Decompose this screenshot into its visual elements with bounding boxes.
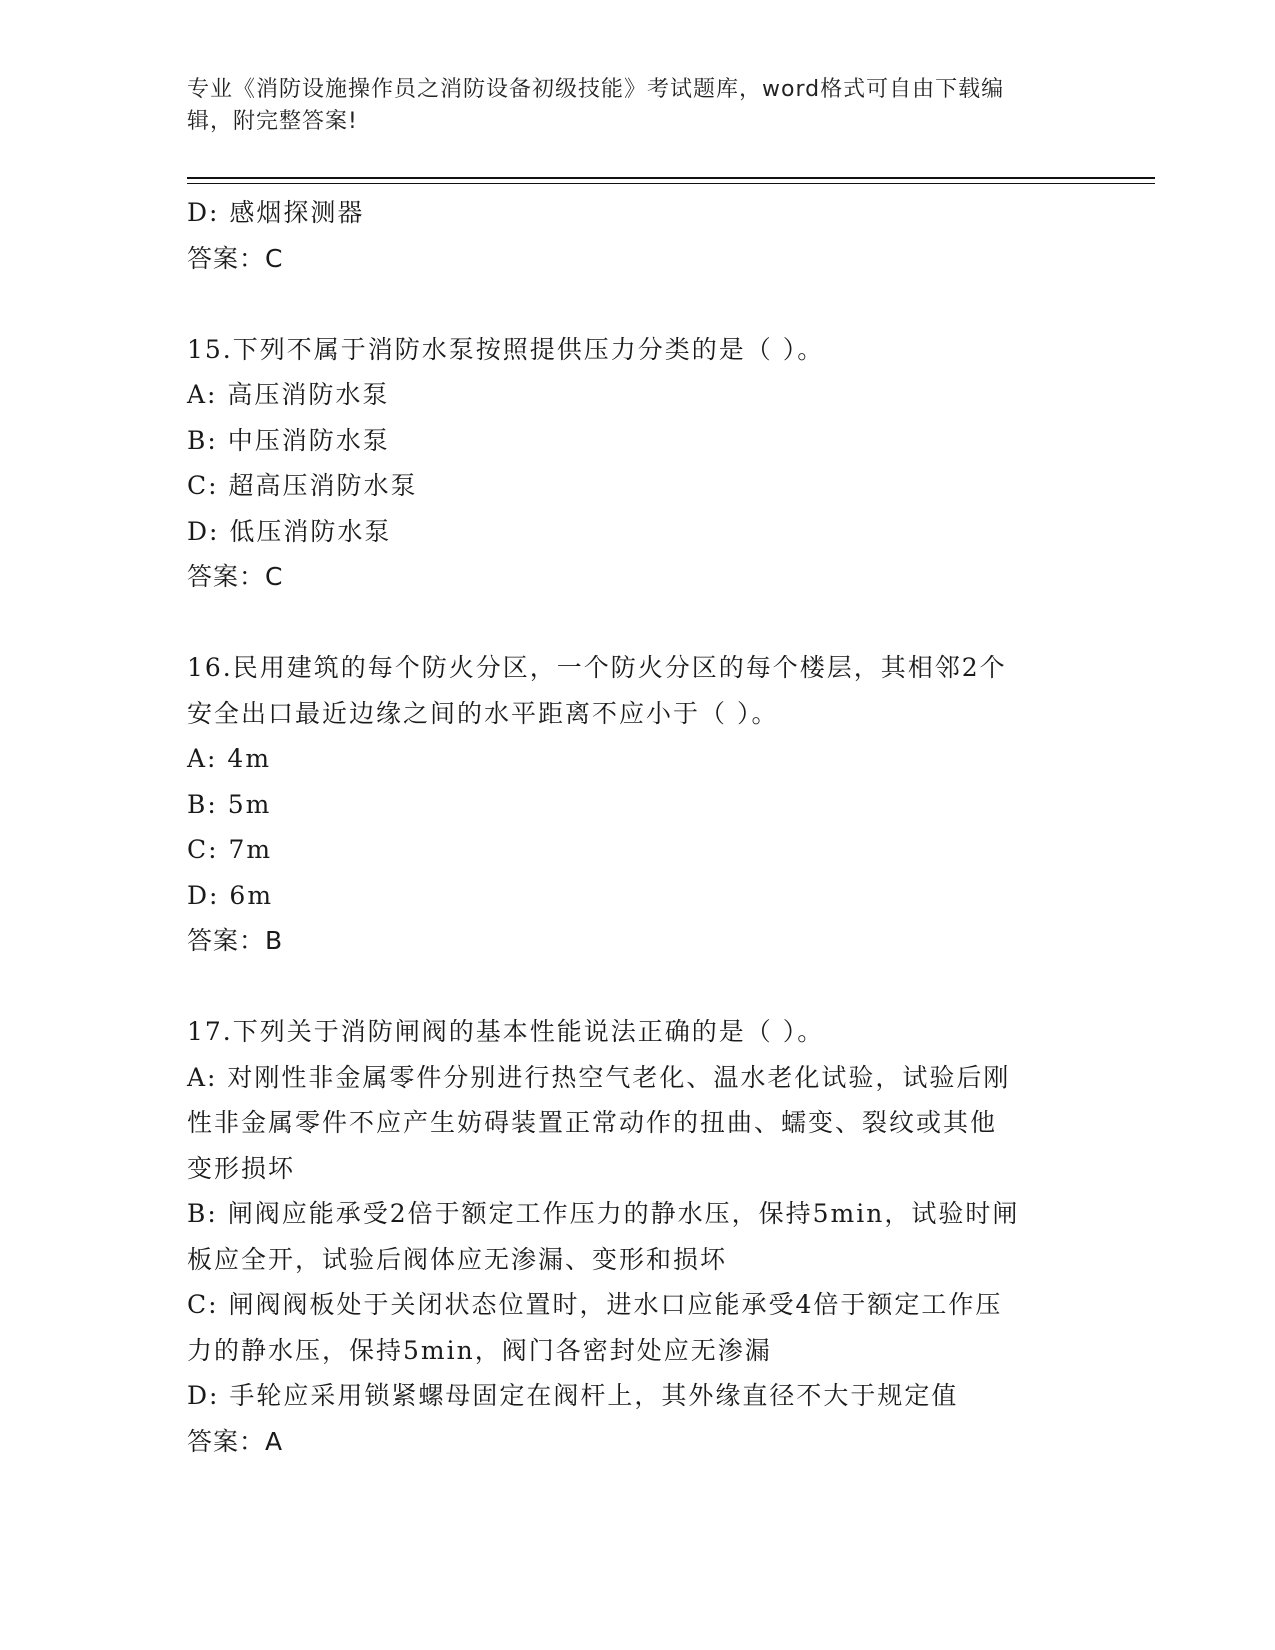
question-stem: 17.下列关于消防闸阀的基本性能说法正确的是（ ）。 [187, 1017, 825, 1046]
option-a-continued: 性非金属零件不应产生妨碍装置正常动作的扭曲、蠕变、裂纹或其他 [187, 1108, 998, 1137]
spacer [187, 281, 1087, 327]
option-a-continued: 变形损坏 [187, 1153, 296, 1183]
answer-line: 答案：C [187, 243, 284, 273]
answer-line: 答案：B [187, 926, 284, 955]
question-stem: 16.民用建筑的每个防火分区，一个防火分区的每个楼层，其相邻2个 [187, 653, 1007, 682]
spacer [187, 600, 1087, 646]
question-17 [187, 1009, 1087, 1464]
question-content [187, 190, 1087, 1464]
header-divider-thick [187, 177, 1155, 179]
option-d: D: 低压消防水泵 [187, 516, 392, 546]
document-header [187, 74, 1087, 138]
question-15 [187, 327, 1087, 600]
question-16 [187, 645, 1087, 964]
option-c-continued: 力的静水压，保持5min，阀门各密封处应无渗漏 [187, 1335, 772, 1365]
option-b: B: 中压消防水泵 [187, 425, 390, 455]
option-c: C: 超高压消防水泵 [187, 471, 418, 500]
previous-question-tail [187, 190, 1087, 281]
option-a: A: 高压消防水泵 [187, 380, 390, 409]
option-d: D: 6m [187, 880, 274, 910]
option-b-continued: 板应全开，试验后阀体应无渗漏、变形和损坏 [187, 1244, 728, 1274]
option-b: B: 闸阀应能承受2倍于额定工作压力的静水压，保持5min，试验时闸 [187, 1199, 1020, 1228]
option-d: D: 手轮应采用锁紧螺母固定在阀杆上，其外缘直径不大于规定值 [187, 1381, 959, 1410]
spacer [187, 964, 1087, 1010]
answer-line: 答案：A [187, 1426, 284, 1456]
question-stem: 15.下列不属于消防水泵按照提供压力分类的是（ ）。 [187, 334, 825, 364]
answer-line: 答案：C [187, 562, 284, 591]
option-a: A: 对刚性非金属零件分别进行热空气老化、温水老化试验，试验后刚 [187, 1062, 1011, 1092]
option-a: A: 4m [187, 744, 272, 773]
option-d: D: 感烟探测器 [187, 198, 365, 227]
header-divider-thin [187, 183, 1155, 184]
option-b: B: 5m [187, 789, 272, 819]
option-c: C: 闸阀阀板处于关闭状态位置时，进水口应能承受4倍于额定工作压 [187, 1290, 1003, 1319]
header-line-2: 辑，附完整答案! [187, 109, 358, 134]
header-line-1: 专业《消防设施操作员之消防设备初级技能》考试题库，word格式可自由下载编 [187, 77, 1005, 102]
question-stem: 安全出口最近边缘之间的水平距离不应小于（ ）。 [187, 698, 779, 728]
option-c: C: 7m [187, 835, 273, 864]
